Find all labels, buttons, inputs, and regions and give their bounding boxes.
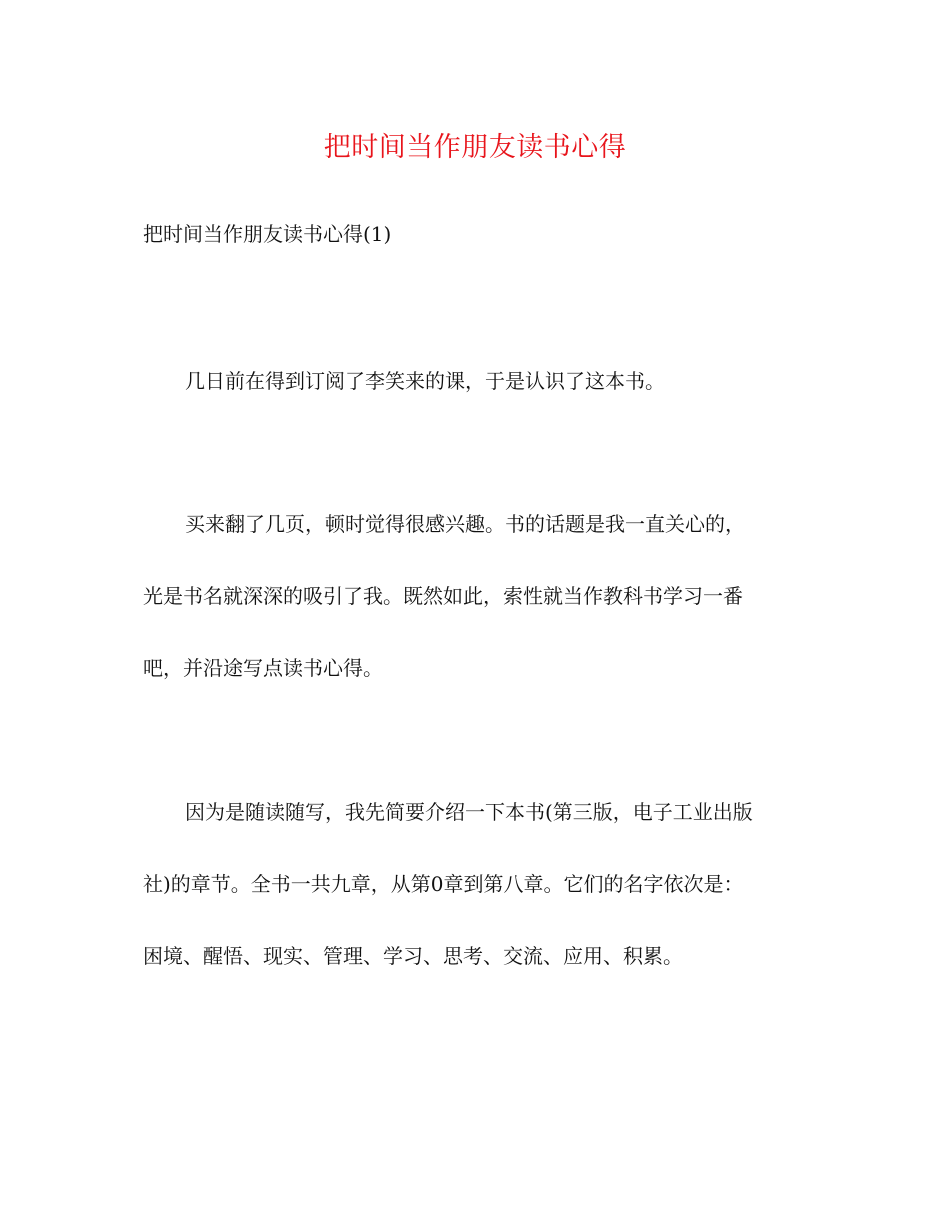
paragraph-2: [143, 488, 823, 704]
paragraph-line: 因为是随读随写，我先简要介绍一下本书(第三版，电子工业出版: [185, 800, 753, 824]
paragraph-line: 困境、醒悟、现实、管理、学习、思考、交流、应用、积累。: [143, 944, 683, 968]
paragraph-line: 吧，并沿途写点读书心得。: [143, 656, 383, 680]
paragraph-1: [143, 345, 823, 417]
paragraph-3: [143, 776, 823, 992]
paragraph-line: 买来翻了几页，顿时觉得很感兴趣。书的话题是我一直关心的，: [185, 512, 745, 536]
section-heading: 把时间当作朋友读书心得(1): [143, 222, 392, 246]
paragraph-line: 社)的章节。全书一共九章，从第0章到第八章。它们的名字依次是：: [143, 872, 744, 896]
paragraph-line: 几日前在得到订阅了李笑来的课，于是认识了这本书。: [185, 369, 665, 393]
document-title: 把时间当作朋友读书心得: [323, 132, 627, 163]
paragraph-line: 光是书名就深深的吸引了我。既然如此，索性就当作教科书学习一番: [143, 584, 743, 608]
